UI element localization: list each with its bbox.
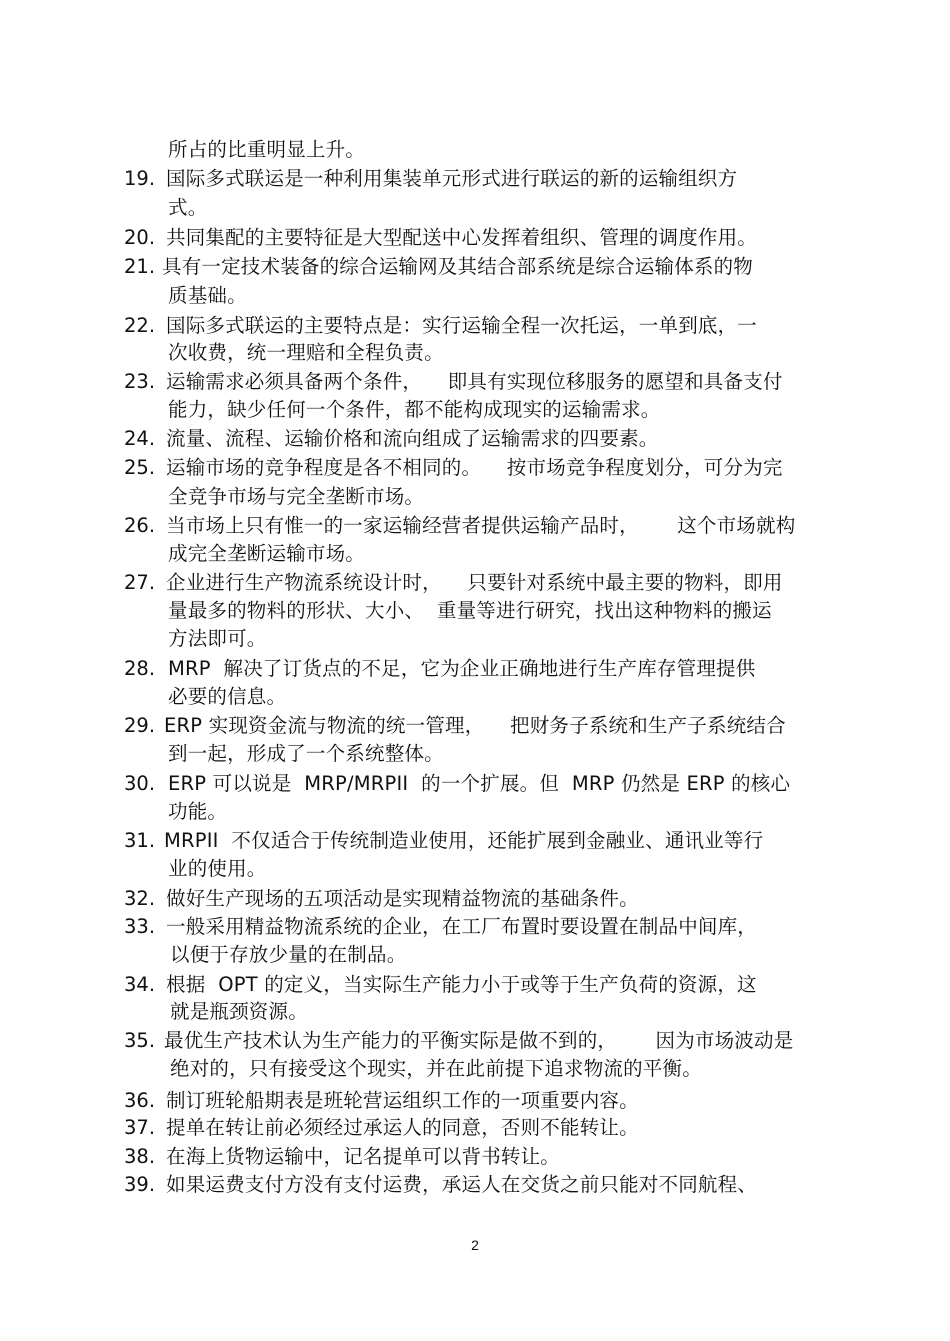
- item-line: 次收费，统一理赔和全程负责。: [168, 341, 444, 364]
- item-line: 当市场上只有惟一的一家运输经营者提供运输产品时， 这个市场就构: [166, 514, 796, 537]
- item-line: 提单在转让前必须经过承运人的同意，否则不能转让。: [166, 1116, 639, 1139]
- item-number: 20.: [124, 226, 156, 249]
- item-number: 33.: [124, 915, 156, 938]
- item-line: 流量、流程、运输价格和流向组成了运输需求的四要素。: [166, 427, 659, 450]
- item-line: MRPII 不仅适合于传统制造业使用，还能扩展到金融业、通讯业等行: [164, 829, 764, 852]
- item-line: 国际多式联运是一种利用集装单元形式进行联运的新的运输组织方: [166, 167, 738, 190]
- item-line: 业的使用。: [168, 857, 267, 880]
- item-line: MRP 解决了订货点的不足，它为企业正确地进行生产库存管理提供: [168, 657, 756, 680]
- item-line: 如果运费支付方没有支付运费，承运人在交货之前只能对不同航程、: [166, 1173, 758, 1196]
- item-number: 23.: [124, 370, 156, 393]
- item-number: 27.: [124, 571, 156, 594]
- item-line: 具有一定技术装备的综合运输网及其结合部系统是综合运输体系的物: [162, 255, 754, 278]
- item-line: 以便于存放少量的在制品。: [170, 943, 407, 966]
- item-number: 21.: [124, 255, 156, 278]
- item-number: 37.: [124, 1116, 156, 1139]
- continuation-text: 所占的比重明显上升。: [168, 138, 366, 161]
- item-number: 39.: [124, 1173, 156, 1196]
- item-number: 35.: [124, 1029, 156, 1052]
- item-line: ERP 实现资金流与物流的统一管理， 把财务子系统和生产子系统结合: [164, 714, 786, 737]
- item-line: 最优生产技术认为生产能力的平衡实际是做不到的， 因为市场波动是: [164, 1029, 794, 1052]
- item-line: 共同集配的主要特征是大型配送中心发挥着组织、管理的调度作用。: [166, 226, 758, 249]
- item-number: 32.: [124, 887, 156, 910]
- item-number: 31.: [124, 829, 156, 852]
- item-line: 质基础。: [168, 284, 247, 307]
- item-number: 24.: [124, 427, 156, 450]
- item-line: 制订班轮船期表是班轮营运组织工作的一项重要内容。: [166, 1089, 639, 1112]
- item-line: 方法即可。: [168, 627, 267, 650]
- item-number: 38.: [124, 1145, 156, 1168]
- item-line: 量最多的物料的形状、大小、 重量等进行研究，找出这种物料的搬运: [168, 599, 772, 622]
- item-line: 企业进行生产物流系统设计时， 只要针对系统中最主要的物料，即用: [166, 571, 783, 594]
- item-number: 36.: [124, 1089, 156, 1112]
- item-line: 绝对的，只有接受这个现实，并在此前提下追求物流的平衡。: [170, 1057, 702, 1080]
- item-number: 28.: [124, 657, 156, 680]
- item-line: 运输需求必须具备两个条件， 即具有实现位移服务的愿望和具备支付: [166, 370, 783, 393]
- item-line: 成完全垄断运输市场。: [168, 542, 366, 565]
- item-line: 根据 OPT 的定义，当实际生产能力小于或等于生产负荷的资源，这: [166, 973, 757, 996]
- item-line: 运输市场的竞争程度是各不相同的。 按市场竞争程度划分，可分为完: [166, 456, 783, 479]
- item-line: 到一起，形成了一个系统整体。: [168, 742, 444, 765]
- item-line: 功能。: [168, 800, 228, 823]
- item-line: 一般采用精益物流系统的企业，在工厂布置时要设置在制品中间库，: [166, 915, 758, 938]
- item-line: 就是瓶颈资源。: [170, 1000, 308, 1023]
- item-number: 30.: [124, 772, 156, 795]
- item-line: 能力，缺少任何一个条件，都不能构成现实的运输需求。: [168, 398, 661, 421]
- item-line: 国际多式联运的主要特点是：实行运输全程一次托运，一单到底，一: [166, 314, 758, 337]
- item-number: 34.: [124, 973, 156, 996]
- item-line: 全竞争市场与完全垄断市场。: [168, 485, 425, 508]
- item-number: 22.: [124, 314, 156, 337]
- page-number: 2: [471, 1237, 479, 1253]
- item-number: 29.: [124, 714, 156, 737]
- item-number: 25.: [124, 456, 156, 479]
- item-number: 19.: [124, 167, 156, 190]
- item-line: 做好生产现场的五项活动是实现精益物流的基础条件。: [166, 887, 639, 910]
- item-number: 26.: [124, 514, 156, 537]
- item-line: 式。: [168, 196, 208, 219]
- item-line: 在海上货物运输中，记名提单可以背书转让。: [166, 1145, 561, 1168]
- item-line: ERP 可以说是 MRP/MRPII 的一个扩展。但 MRP 仍然是 ERP 的核心: [168, 772, 791, 795]
- item-line: 必要的信息。: [168, 685, 287, 708]
